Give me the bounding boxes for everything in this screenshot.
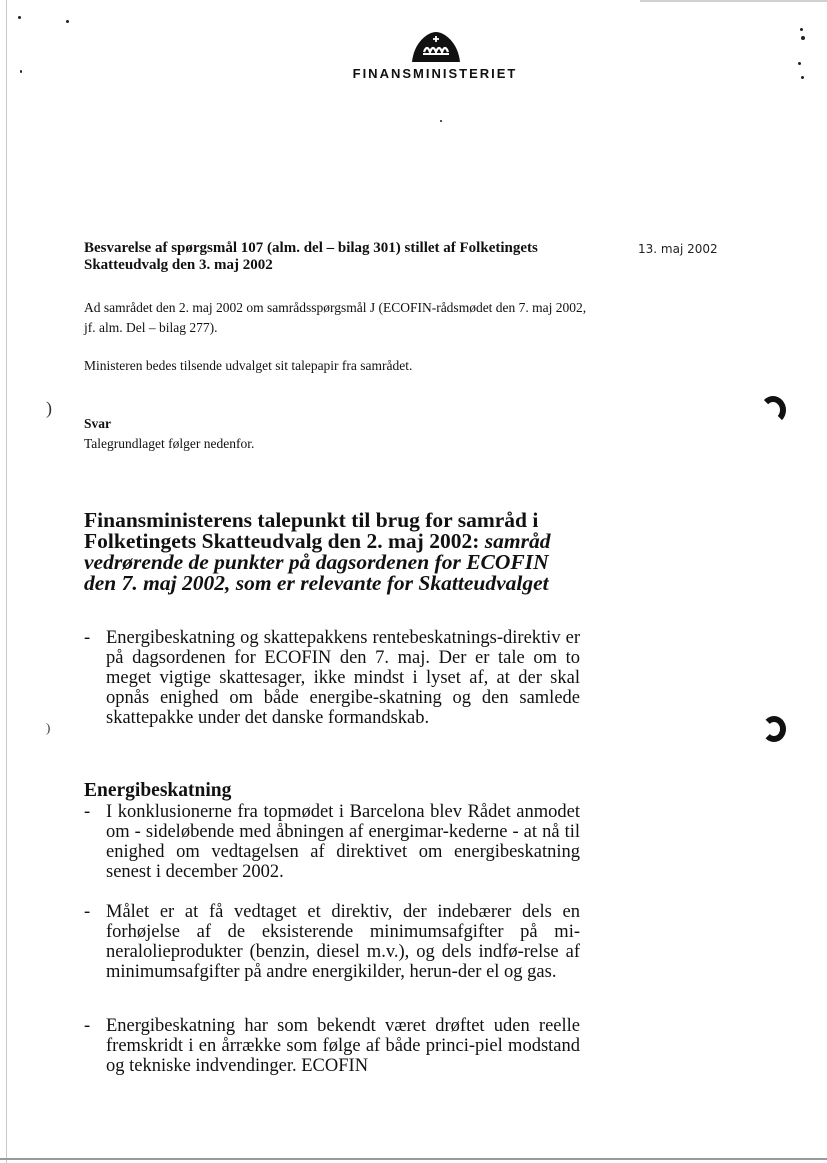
bullet-dash: -: [84, 628, 91, 648]
list-item: [84, 628, 580, 728]
speech-heading: [84, 510, 582, 594]
scan-edge-top: [640, 0, 827, 2]
ministry-name: FINANSMINISTERIET: [352, 66, 518, 81]
speech-heading-bold: Finansministerens talepunkt til brug for samråd i Folketingets Skatteudvalg den 2. maj 2002:: [84, 508, 539, 553]
section-heading: Energibeskatning: [84, 780, 232, 801]
crown-icon: [410, 30, 462, 62]
document-subject: Besvarelse af spørgsmål 107 (alm. del – bilag 301) stillet af Folketingets Skatteudvalg den 3. maj 2002: [84, 240, 538, 273]
scan-speck: [18, 16, 21, 19]
bullet-text: I konklusionerne fra topmødet i Barcelona blev Rådet anmodet om - sideløbende med åbningen af energimar-kederne - at nå til enighed om vedtagelsen af direktivet om energibeskatning senest i december 2002.: [106, 802, 580, 882]
scan-edge-left: [6, 0, 7, 1163]
scan-speck: [20, 70, 22, 73]
intro-paragraph: Ad samrådet den 2. maj 2002 om samrådsspørgsmål J (ECOFIN-rådsmødet den 7. maj 2002, jf. alm. Del – bilag 277).: [84, 300, 587, 335]
bullet-text: Målet er at få vedtaget et direktiv, der indebærer dels en forhøjelse af de eksisterende minimumsafgifter på mi-neralolieprodukter (benzin, diesel m.v.), og dels indfø-relse af minimumsafgifter på andre energikilder, herun-der el og gas.: [106, 902, 580, 982]
scan-speck: [800, 28, 803, 31]
bullet-dash: -: [84, 1016, 91, 1036]
speech-heading-italic: samråd vedrørende de punkter på dagsordenen for ECOFIN den 7. maj 2002, som er relevante for Skatteudvalget: [84, 529, 551, 595]
answer-text: Talegrundlaget følger nedenfor.: [84, 436, 255, 451]
list-item: [84, 1016, 580, 1076]
bullet-dash: -: [84, 902, 91, 922]
bullet-text: Energibeskatning har som bekendt været drøftet uden reelle fremskridt i en årrække som følge af både princi-piel modstand og tekniske indvendinger. ECOFIN: [106, 1016, 580, 1076]
list-item: [84, 802, 580, 882]
list-item: [84, 902, 580, 982]
scan-mark: ): [46, 720, 51, 735]
scan-speck: [798, 62, 801, 65]
scan-speck: [440, 120, 442, 122]
punch-hole-mark: [760, 396, 786, 424]
answer-heading: Svar: [84, 416, 111, 431]
intro-paragraph: Ministeren bedes tilsende udvalget sit talepapir fra samrådet.: [84, 358, 413, 373]
scan-edge-bottom: [0, 1158, 827, 1160]
scan-speck: [801, 76, 804, 79]
punch-hole-mark: [762, 716, 786, 742]
document-date: 13. maj 2002: [638, 242, 718, 256]
scan-speck: [66, 20, 69, 23]
scan-mark: ): [46, 398, 52, 418]
bullet-text: Energibeskatning og skattepakkens rentebeskatnings-direktiv er på dagsordenen for ECOFIN den 7. maj. Der er tale om to meget vigtige skattesager, ikke mindst i lyset af, at der skal opnås enighed om både energibe-skatning og den samlede skattepakke under det danske formandskab.: [106, 628, 580, 728]
scan-speck: [801, 36, 805, 40]
bullet-dash: -: [84, 802, 91, 822]
